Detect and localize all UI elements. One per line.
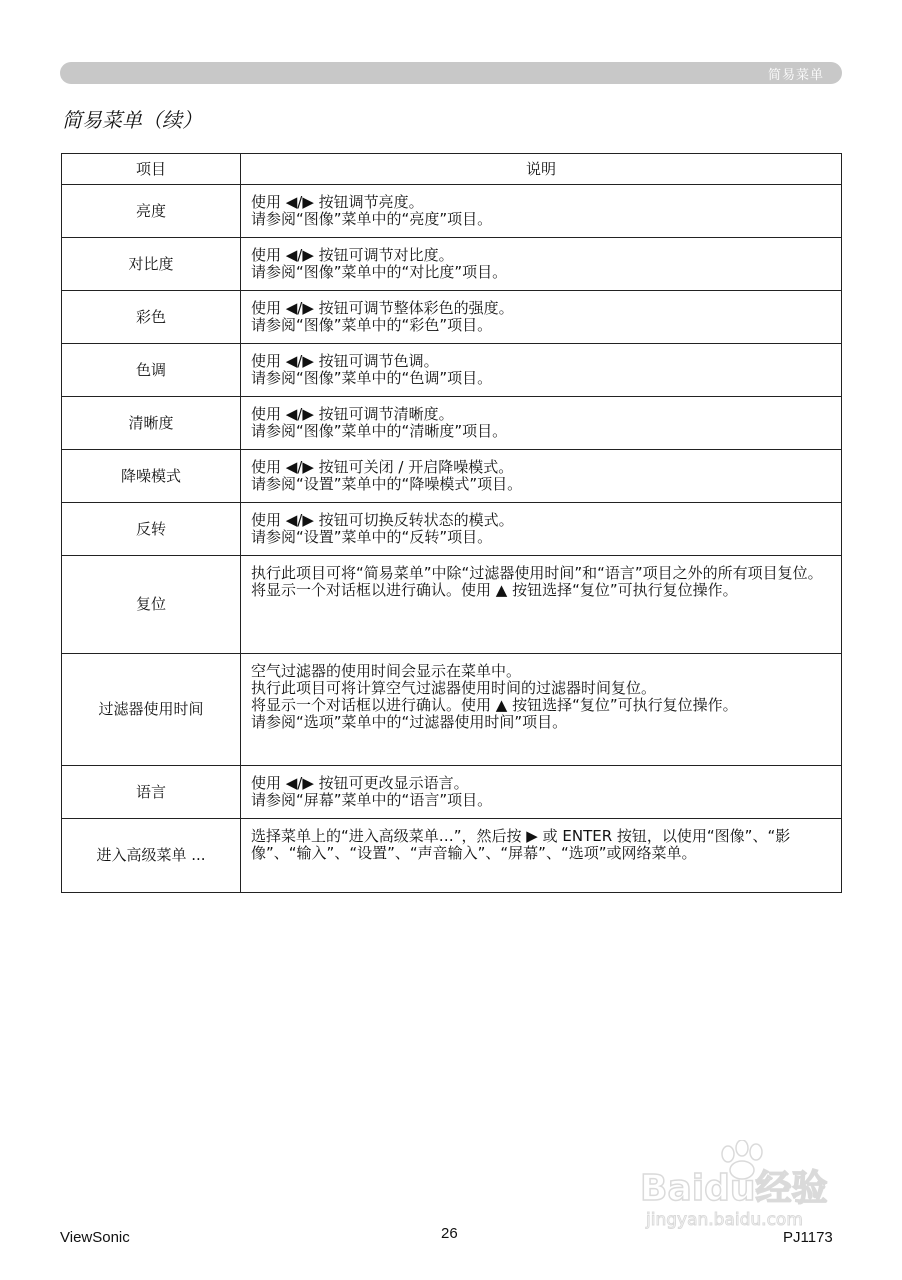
description-line: 请参阅“图像”菜单中的“对比度”项目。 [251,263,508,281]
description-line: 将显示一个对话框以进行确认。使用 ▲ 按钮选择“复位”可执行复位操作。 [251,696,738,714]
row-description [241,238,842,291]
row-item-name: 反转 [62,503,241,556]
description-line: 请参阅“设置”菜单中的“反转”项目。 [251,528,493,546]
row-description [241,397,842,450]
description-line: 使用 ◀/▶ 按钮可切换反转状态的模式。 [251,511,514,529]
row-description [241,766,842,819]
table-row [62,185,842,238]
row-description [241,291,842,344]
header-bar [60,62,842,84]
description-line: 选择菜单上的“进入高级菜单…”，然后按 ▶ 或 ENTER 按钮，以使用“图像”、“影像”、“输入”、“设置”、“声音输入”、“屏幕”、“选项”或网络菜单。 [251,827,791,862]
description-line: 使用 ◀/▶ 按钮可关闭 / 开启降噪模式。 [251,458,514,476]
description-line: 请参阅“设置”菜单中的“降噪模式”项目。 [251,475,523,493]
table-body [62,185,842,893]
row-item-name: 亮度 [62,185,241,238]
row-item-name: 色调 [62,344,241,397]
baidu-watermark [640,1140,860,1240]
table-row [62,450,842,503]
menu-table [61,153,842,893]
description-line: 使用 ◀/▶ 按钮可调节清晰度。 [251,405,454,423]
row-item-name: 清晰度 [62,397,241,450]
table-row [62,397,842,450]
column-header-description: 说明 [241,154,842,185]
description-line: 请参阅“图像”菜单中的“彩色”项目。 [251,316,493,334]
description-line: 空气过滤器的使用时间会显示在菜单中。 [251,662,522,680]
row-description [241,556,842,654]
row-description [241,185,842,238]
row-item-name: 降噪模式 [62,450,241,503]
description-line: 执行此项目可将“简易菜单”中除“过滤器使用时间”和“语言”项目之外的所有项目复位。 [251,564,823,582]
description-line: 执行此项目可将计算空气过滤器使用时间的过滤器时间复位。 [251,679,657,697]
row-description [241,503,842,556]
table-header-row [62,154,842,185]
row-item-name: 进入高级菜单 ... [62,819,241,893]
watermark-main: Baidu经验 [640,1168,828,1209]
table-row [62,238,842,291]
description-line: 使用 ◀/▶ 按钮可调节整体彩色的强度。 [251,299,514,317]
description-line: 请参阅“图像”菜单中的“清晰度”项目。 [251,422,508,440]
description-line: 请参阅“图像”菜单中的“色调”项目。 [251,369,493,387]
table-row [62,556,842,654]
row-item-name: 对比度 [62,238,241,291]
watermark-sub: jingyan.baidu.com [646,1210,803,1230]
footer-model: PJ1173 [783,1229,833,1246]
row-description [241,450,842,503]
description-line: 请参阅“图像”菜单中的“亮度”项目。 [251,210,493,228]
header-label: 简易菜单 [767,68,824,83]
table-row [62,654,842,766]
description-line: 使用 ◀/▶ 按钮调节亮度。 [251,193,424,211]
row-item-name: 语言 [62,766,241,819]
row-item-name: 复位 [62,556,241,654]
description-line: 将显示一个对话框以进行确认。使用 ▲ 按钮选择“复位”可执行复位操作。 [251,581,738,599]
row-item-name: 过滤器使用时间 [62,654,241,766]
row-description [241,654,842,766]
description-line: 请参阅“选项”菜单中的“过滤器使用时间”项目。 [251,713,568,731]
row-description [241,819,842,893]
footer-brand: ViewSonic [60,1229,130,1246]
description-line: 使用 ◀/▶ 按钮可调节对比度。 [251,246,454,264]
table-row [62,766,842,819]
description-line: 请参阅“屏幕”菜单中的“语言”项目。 [251,791,493,809]
description-line: 使用 ◀/▶ 按钮可更改显示语言。 [251,774,469,792]
table-row [62,344,842,397]
page-title: 简易菜单（续） [62,108,202,132]
column-header-item: 项目 [62,154,241,185]
table-row [62,819,842,893]
page-number: 26 [441,1225,458,1242]
description-line: 使用 ◀/▶ 按钮可调节色调。 [251,352,439,370]
table-row [62,503,842,556]
row-description [241,344,842,397]
row-item-name: 彩色 [62,291,241,344]
table-row [62,291,842,344]
